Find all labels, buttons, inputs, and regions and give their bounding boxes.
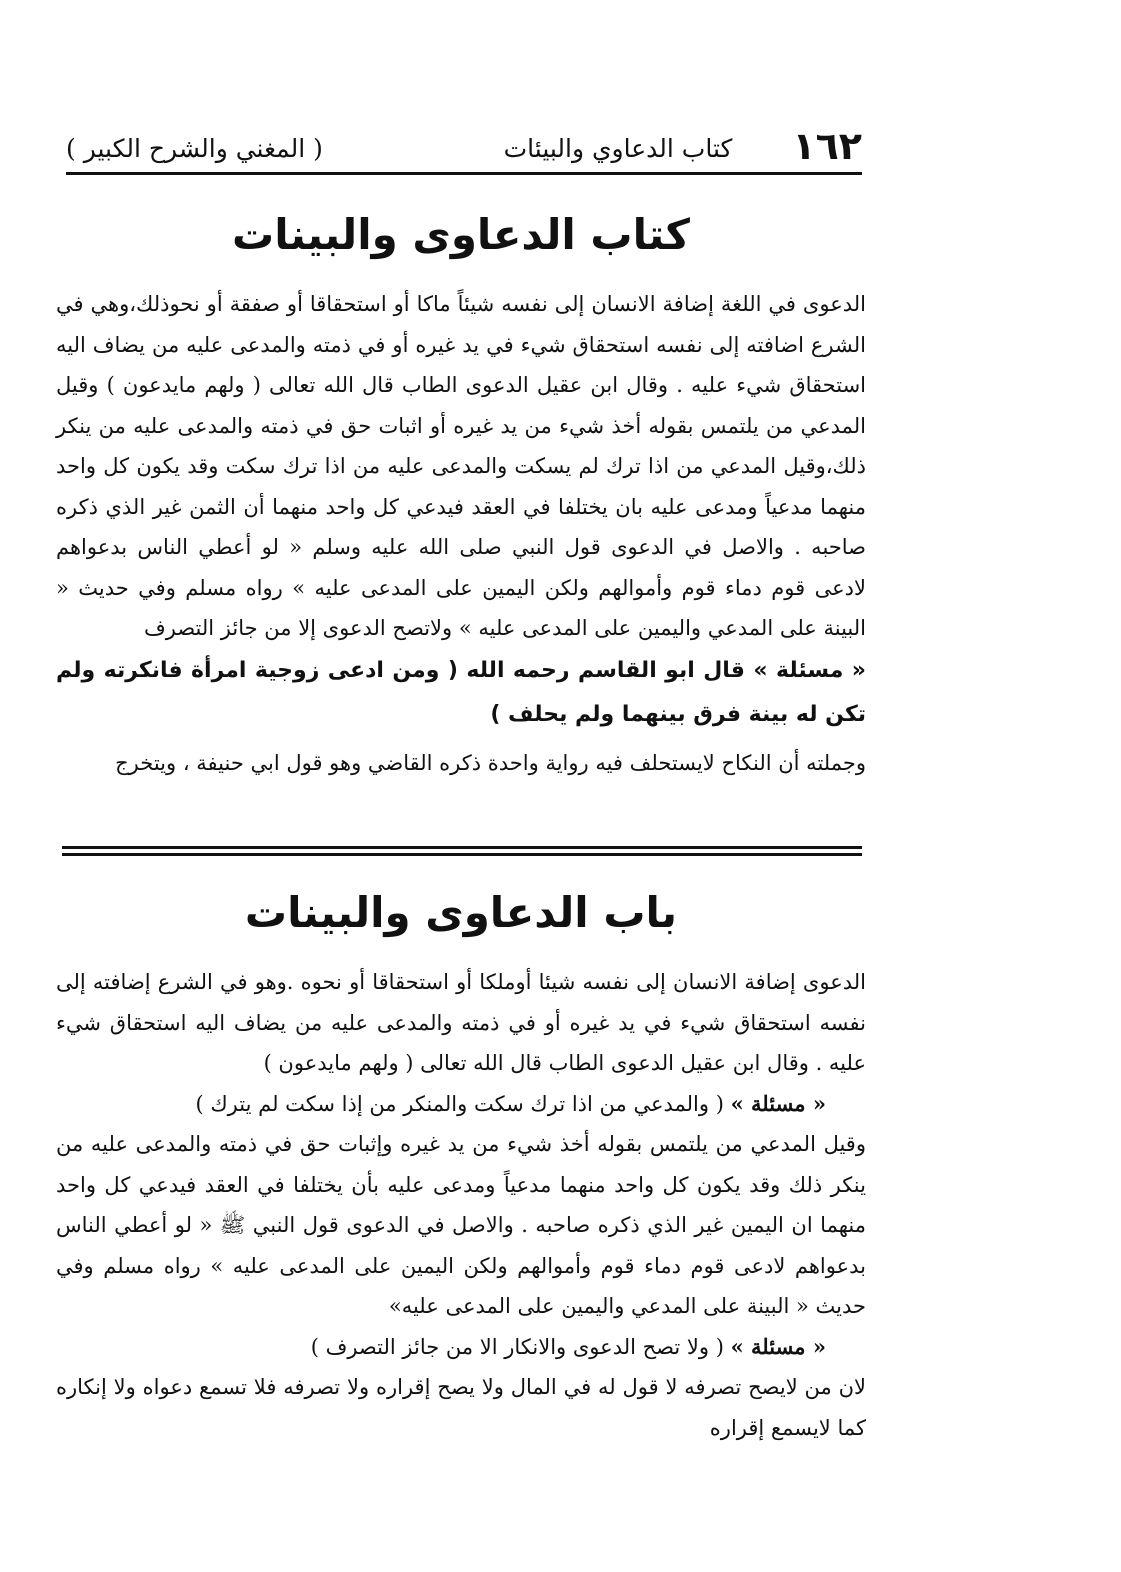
section-bab [56,868,866,1448]
masala-label: « مسئلة » [753,657,866,683]
masala-label: « مسئلة » [730,1333,826,1359]
masala-paragraph [56,1327,866,1368]
divider-rule [62,853,862,856]
book-title: كتاب الدعاوى والبينات [232,210,690,259]
body-paragraph: وقيل المدعي من يلتمس بقوله أخذ شيء من يد غيره وإثبات حق في ذمته والمدعى عليه من ينكر ذلك وقد يكون كل واحد منهما مدعياً ومدعى عليه بأن يختلفا في العقد فيدعي كل واحد منهما ان اليمين غير الذي ذكره صاحبه . والاصل في الدعوى قول النبي ﷺ « لو أعطي الناس بدعواهم لادعى قوم دماء قوم وأموالهم ولكن اليمين على المدعى عليه » رواه مسلم وفي حديث « البينة على المدعي واليمين على المدعى عليه» [56,1132,866,1318]
section-kitab [56,190,866,783]
chapter-title: باب الدعاوى والبينات [244,888,678,937]
masala-paragraph [56,649,866,737]
masala-text: ( والمدعي من اذا ترك سكت والمنكر من إذا سكت لم يترك ) [195,1091,724,1116]
page-header [66,118,862,166]
masala-text: قال ابو القاسم رحمه الله ( ومن ادعى زوجية امرأة فانكرته ولم تكن له بينة فرق بينهما ولم يحلف ) [56,657,866,727]
body-paragraph: لان من لايصح تصرفه لا قول له في المال ولا يصح إقراره ولا تصرفه فلا تسمع دعواه ولا إنكاره كما لايسمع إقراره [56,1375,866,1440]
header-rule [66,172,862,175]
source-title: ( المغني والشرح الكبير ) [66,134,323,163]
closing-line: وجملته أن النكاح لايستحلف فيه رواية واحدة ذكره القاضي وهو قول ابي حنيفة ، ويتخرج [115,750,866,775]
masala-paragraph [56,1084,866,1125]
running-title: كتاب الدعاوي والبيئات [503,134,733,163]
masala-label: « مسئلة » [730,1090,826,1116]
body-paragraph: الدعوى إضافة الانسان إلى نفسه شيئا أوملكا أو استحقاقا أو نحوه .وهو في الشرع إضافته إلى نفسه استحقاق شيء في يد غيره أو في ذمته والمدعى عليه من يضاف اليه استحقاق شيء عليه . وقال ابن عقيل الدعوى الطاب قال الله تعالى ( ولهم مايدعون ) [56,970,867,1075]
body-paragraph: الدعوى في اللغة إضافة الانسان إلى نفسه شيئاً ماكا أو استحقاقا أو صفقة أو نحوذلك،وهي في الشرع اضافته إلى نفسه استحقاق شيء في يد غيره أو في ذمته والمدعى عليه من يضاف اليه استحقاق شيء عليه . وقال ابن عقيل الدعوى الطاب قال الله تعالى ( ولهم مايدعون ) وقيل المدعي من يلتمس بقوله أخذ شيء من يد غيره أو اثبات حق في ذمته والمدعى عليه من ينكر ذلك،وقيل المدعي من اذا ترك لم يسكت والمدعى عليه من اذا ترك سكت وقد يكون كل واحد منهما مدعياً ومدعى عليه بان يختلفا في العقد فيدعي كل واحد منهما أن الثمن غير الذي ذكره صاحبه . والاصل في الدعوى قول النبي صلى الله عليه وسلم « لو أعطي الناس بدعواهم لادعى قوم دماء قوم وأموالهم ولكن اليمين على المدعى عليه » رواه مسلم وفي حديث « البينة على المدعي واليمين على المدعى عليه » ولاتصح الدعوى إلا من جائز التصرف [56,292,866,640]
divider-rule [62,846,862,849]
masala-text: ( ولا تصح الدعوى والانكار الا من جائز التصرف ) [310,1334,724,1359]
page-number: ١٦٢ [792,124,862,168]
